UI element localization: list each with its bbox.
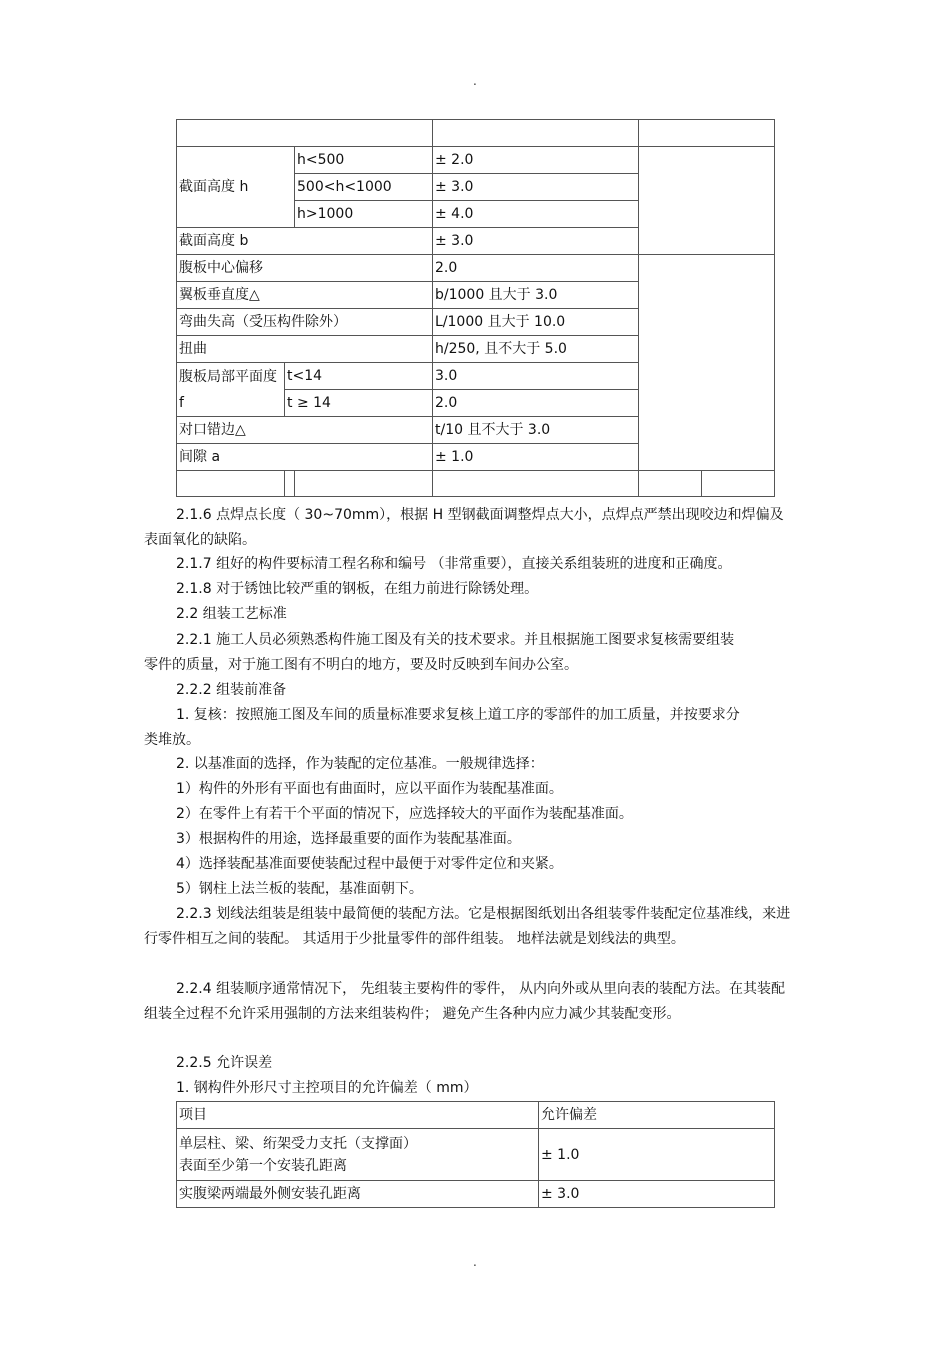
heading-2-2-5: 2.2.5 允许误差 <box>176 1055 273 1071</box>
table-cell <box>177 1129 539 1181</box>
table-cell: 实腹梁两端最外侧安装孔距离 <box>177 1181 539 1208</box>
table-cell: h/250, 且不大于 5.0 <box>433 336 639 363</box>
rule-1: 1）构件的外形有平面也有曲面时，应以平面作为装配基准面。 <box>176 781 563 797</box>
rule-2: 2）在零件上有若干个平面的情况下，应选择较大的平面作为装配基准面。 <box>176 806 633 822</box>
table-cell: 翼板垂直度△ <box>177 282 433 309</box>
rule-3: 3）根据构件的用途，选择最重要的面作为装配基准面。 <box>176 831 521 847</box>
heading-2-2-2: 2.2.2 组装前准备 <box>176 682 287 698</box>
table-cell: b/1000 且大于 3.0 <box>433 282 639 309</box>
table-cell: ± 1.0 <box>433 444 639 471</box>
table-cell: 腹板中心偏移 <box>177 255 433 282</box>
table-cell: 2.0 <box>433 390 639 417</box>
table-cell: 扭曲 <box>177 336 433 363</box>
table-cell-section-height-h: 截面高度 h <box>177 147 295 228</box>
paragraph-2-2-1: 2.2.1 施工人员必须熟悉构件施工图及有关的技术要求。并且根据施工图要求复核需要组装零件的质量，对于施工图有不明白的地方，要及时反映到车间办公室。 <box>144 632 735 673</box>
paragraph-2-1-6: 2.1.6 点焊点长度（ 30~70mm），根据 H 型钢截面调整焊点大小，点焊点严禁出现咬边和焊偏及表面氧化的缺陷。 <box>144 507 784 548</box>
table-cell-web-flatness: 腹板局部平面度 f <box>177 363 285 417</box>
table-cell: t ≥ 14 <box>285 390 433 417</box>
table-cell: 3.0 <box>433 363 639 390</box>
table-cell: ± 3.0 <box>433 228 639 255</box>
rule-5: 5）钢柱上法兰板的装配，基准面朝下。 <box>176 881 423 897</box>
paragraph-2-2-2-2: 2. 以基准面的选择，作为装配的定位基准。一般规律选择： <box>176 756 544 772</box>
table-cell: 2.0 <box>433 255 639 282</box>
paragraph-2-2-2-1: 1. 复核：按照施工图及车间的质量标准要求复核上道工序的零部件的加工质量，并按要求分类堆放。 <box>144 707 740 748</box>
table-cell: ± 3.0 <box>433 174 639 201</box>
paragraph-2-2-4: 2.2.4 组装顺序通常情况下， 先组装主要构件的零件， 从内向外或从里向表的装配方法。在其装配组装全过程不允许采用强制的方法来组装构件； 避免产生各种内应力减少其装配变形。 <box>144 981 785 1022</box>
table-cell: ± 4.0 <box>433 201 639 228</box>
table-cell-line: 表面至少第一个安装孔距离 <box>179 1157 347 1174</box>
heading-2-2: 2.2 组装工艺标准 <box>176 606 287 622</box>
paragraph-2-1-7: 2.1.7 组好的构件要标清工程名称和编号 （非常重要），直接关系组装班的进度和正确度。 <box>176 556 732 572</box>
table-cell: 截面高度 b <box>177 228 433 255</box>
rule-4: 4）选择装配基准面要使装配过程中最便于对零件定位和夹紧。 <box>176 856 563 872</box>
tolerance-table-main-items <box>176 1101 775 1208</box>
table-cell: h>1000 <box>295 201 433 228</box>
table-cell: 间隙 a <box>177 444 433 471</box>
table-cell: h<500 <box>295 147 433 174</box>
tolerance-table-h-beam <box>176 119 775 497</box>
table-cell: ± 2.0 <box>433 147 639 174</box>
table-cell-line: 单层柱、梁、绗架受力支托（支撑面） <box>179 1135 417 1152</box>
paragraph-2-2-3: 2.2.3 划线法组装是组装中最简便的装配方法。它是根据图纸划出各组装零件装配定位基准线，来进行零件相互之间的装配。 其适用于少批量零件的部件组装。 地样法就是划线法的典型。 <box>144 906 791 947</box>
table-cell: 对口错边△ <box>177 417 433 444</box>
table-cell: ± 3.0 <box>539 1181 775 1208</box>
table-cell: ± 1.0 <box>539 1129 775 1181</box>
table-cell: 弯曲失高（受压构件除外） <box>177 309 433 336</box>
paragraph-2-2-5-1: 1. 钢构件外形尺寸主控项目的允许偏差（ mm） <box>176 1080 478 1096</box>
page-mark-top: . <box>473 74 477 88</box>
table-cell: L/1000 且大于 10.0 <box>433 309 639 336</box>
table-cell: t<14 <box>285 363 433 390</box>
page-mark-bottom: . <box>473 1255 477 1269</box>
table-header: 允许偏差 <box>539 1102 775 1129</box>
paragraph-2-1-8: 2.1.8 对于锈蚀比较严重的钢板，在组力前进行除锈处理。 <box>176 581 539 597</box>
table-cell: t/10 且不大于 3.0 <box>433 417 639 444</box>
table-cell: 500<h<1000 <box>295 174 433 201</box>
table-header: 项目 <box>177 1102 539 1129</box>
